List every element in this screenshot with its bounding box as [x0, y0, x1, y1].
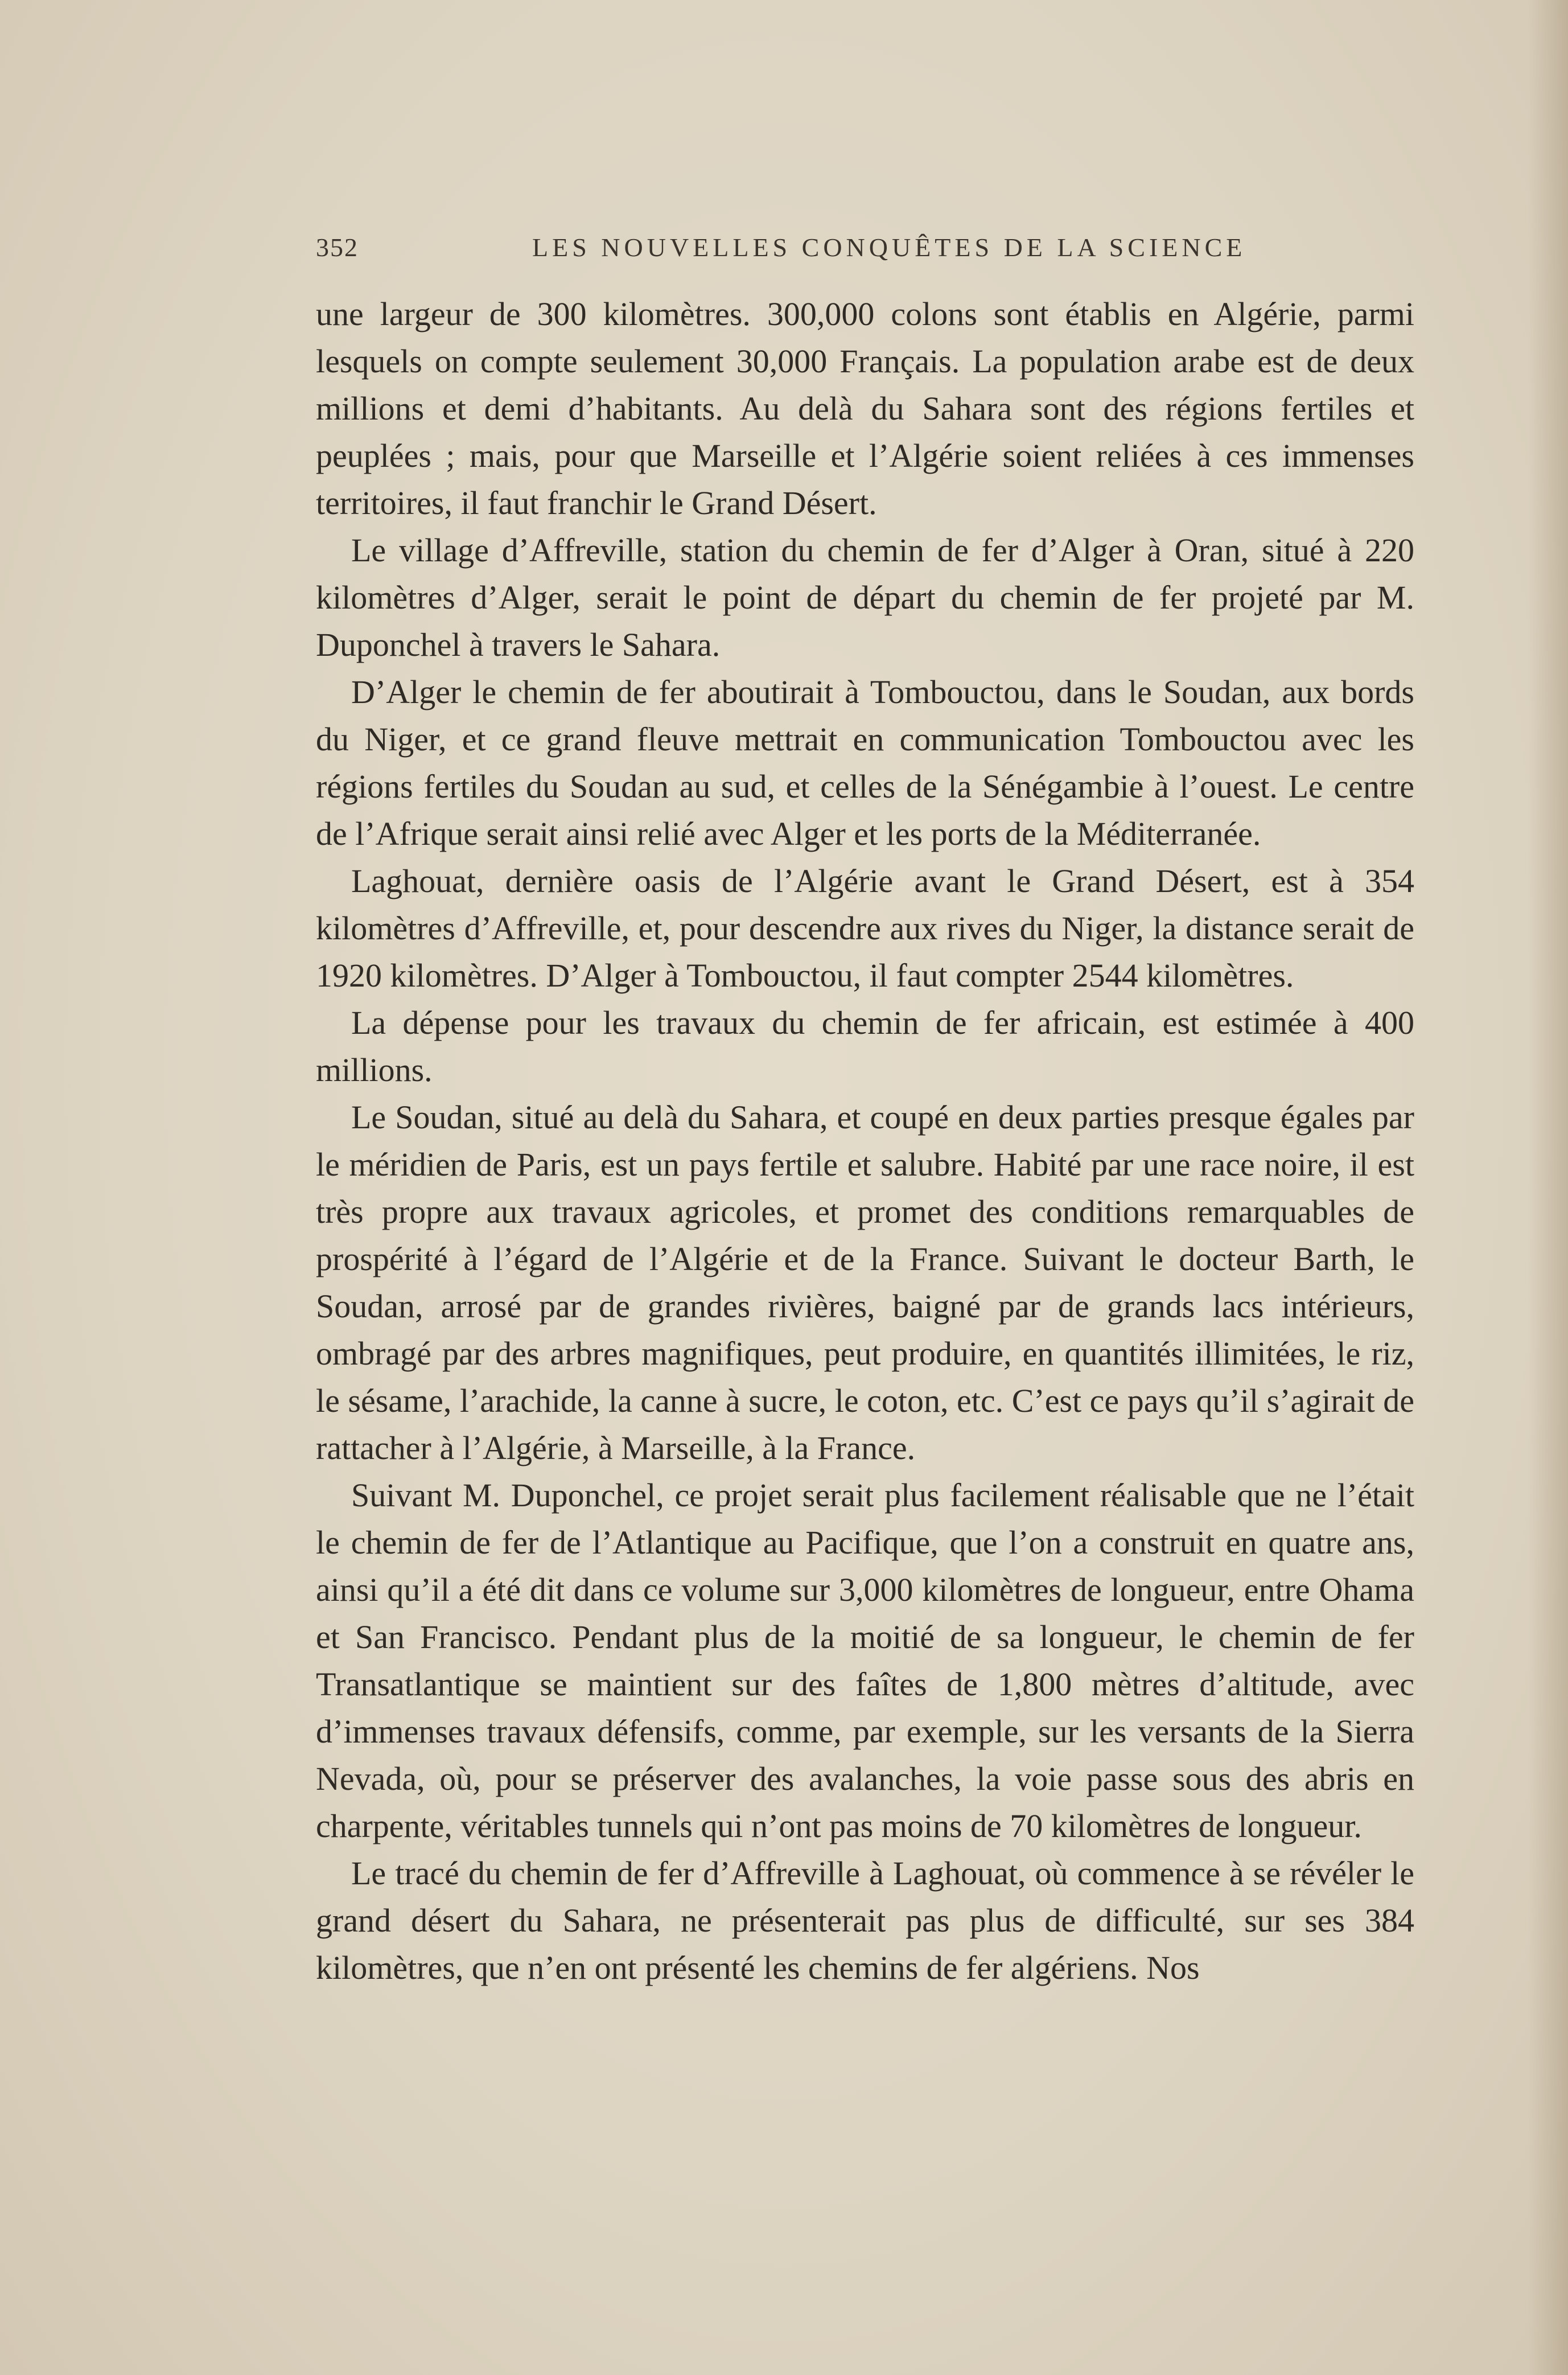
body-text	[316, 290, 1414, 1991]
page-number: 352	[316, 233, 359, 262]
paragraph: Laghouat, dernière oasis de l’Algérie avant le Grand Désert, est à 354 kilomètres d’Affreville, et, pour descendre aux rives du Niger, la distance serait de 1920 kilomètres. D’Alger à Tombouctou, il faut compter 2544 kilomètres.	[316, 862, 1414, 994]
paragraph: Le tracé du chemin de fer d’Affreville à Laghouat, où commence à se révéler le grand désert du Sahara, ne présenterait pas plus de difficulté, sur ses 384 kilomètres, que n’en ont présenté les chemins de fer algériens. Nos	[316, 1855, 1414, 1986]
paragraph: La dépense pour les travaux du chemin de fer africain, est estimée à 400 millions.	[316, 1004, 1414, 1088]
running-title: LES NOUVELLES CONQUÊTES DE LA SCIENCE	[532, 233, 1246, 262]
page-edge-shadow	[1528, 0, 1568, 2375]
paragraph: Le Soudan, situé au delà du Sahara, et coupé en deux parties presque égales par le méridien de Paris, est un pays fertile et salubre. Habité par une race noire, il est très propre aux travaux agricoles, et promet des conditions remarquables de prospérité à l’égard de l’Algérie et de la France. Suivant le docteur Barth, le Soudan, arrosé par de grandes rivières, baigné par de grands lacs intérieurs, ombragé par des arbres magnifiques, peut produire, en quantités illimitées, le riz, le sésame, l’arachide, la canne à sucre, le coton, etc. C’est ce pays qu’il s’agirait de rattacher à l’Algérie, à Marseille, à la France.	[316, 1099, 1414, 1466]
page-header	[316, 232, 1414, 278]
paragraph: Suivant M. Duponchel, ce projet serait plus facilement réalisable que ne l’était le chemin de fer de l’Atlantique au Pacifique, que l’on a construit en quatre ans, ainsi qu’il a été dit dans ce volume sur 3,000 kilomètres de longueur, entre Ohama et San Francisco. Pendant plus de la moitié de sa longueur, le chemin de fer Transatlantique se maintient sur des faîtes de 1,800 mètres d’altitude, avec d’immenses travaux défensifs, comme, par exemple, sur les versants de la Sierra Nevada, où, pour se préserver des avalanches, la voie passe sous des abris en charpente, véritables tunnels qui n’ont pas moins de 70 kilomètres de longueur.	[316, 1477, 1414, 1844]
paragraph-continued: une largeur de 300 kilomètres. 300,000 colons sont établis en Algérie, parmi lesquels on compte seulement 30,000 Français. La population arabe est de deux millions et demi d’habitants. Au delà du Sahara sont des régions fertiles et peuplées ; mais, pour que Marseille et l’Algérie soient reliées à ces immenses territoires, il faut franchir le Grand Désert.	[316, 295, 1414, 521]
paragraph: Le village d’Affreville, station du chemin de fer d’Alger à Oran, situé à 220 kilomètres d’Alger, serait le point de départ du chemin de fer projeté par M. Duponchel à travers le Sahara.	[316, 532, 1414, 663]
paragraph: D’Alger le chemin de fer aboutirait à Tombouctou, dans le Soudan, aux bords du Niger, et ce grand fleuve mettrait en communication Tombouctou avec les régions fertiles du Soudan au sud, et celles de la Sénégambie à l’ouest. Le centre de l’Afrique serait ainsi relié avec Alger et les ports de la Méditerranée.	[316, 673, 1414, 852]
